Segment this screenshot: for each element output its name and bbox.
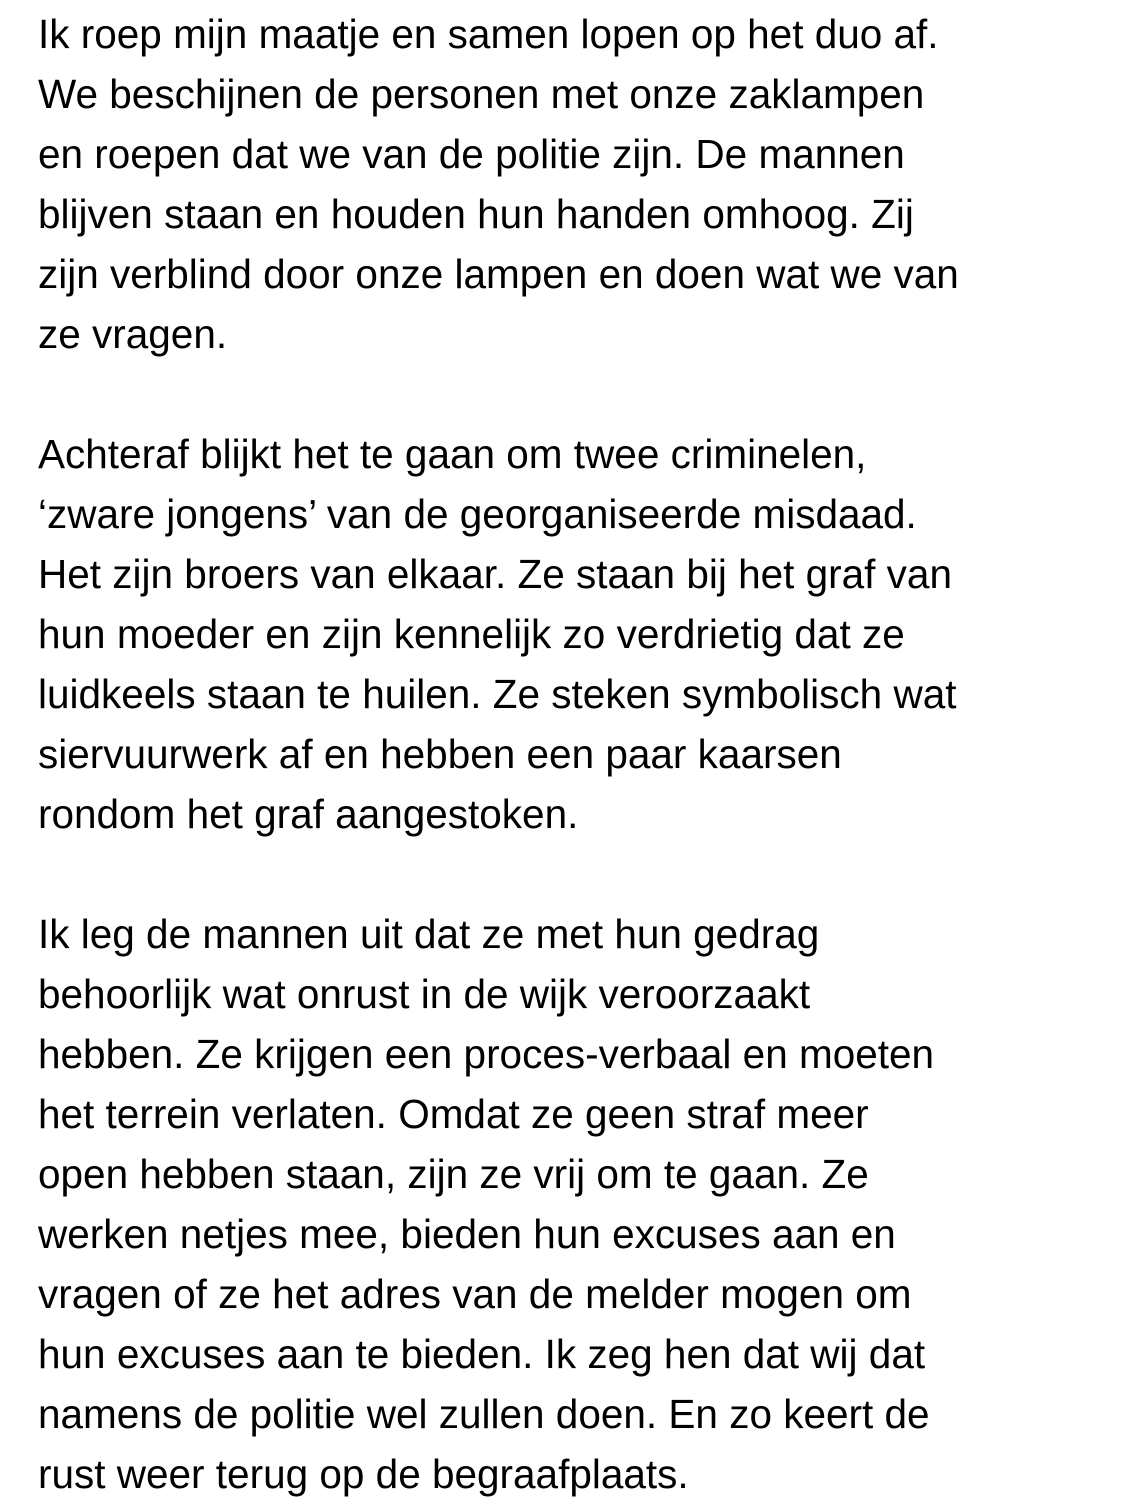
paragraph-gap [38,844,1098,904]
text-line: werken netjes mee, bieden hun excuses aan en [38,1211,896,1257]
paragraph-3 [38,904,1098,1504]
text-line: hun moeder en zijn kennelijk zo verdrietig dat ze [38,611,905,657]
text-line: ‘zware jongens’ van de georganiseerde misdaad. [38,491,917,537]
text-line: rust weer terug op de begraafplaats. [38,1451,689,1497]
paragraph-1 [38,4,1098,364]
article-body [38,4,1098,1504]
text-line: blijven staan en houden hun handen omhoog. Zij [38,191,914,237]
text-line: rondom het graf aangestoken. [38,791,579,837]
text-line: en roepen dat we van de politie zijn. De mannen [38,131,905,177]
text-line: ze vragen. [38,311,228,357]
text-line: We beschijnen de personen met onze zaklampen [38,71,925,117]
text-line: open hebben staan, zijn ze vrij om te gaan. Ze [38,1151,869,1197]
text-line: het terrein verlaten. Omdat ze geen straf meer [38,1091,869,1137]
text-line: vragen of ze het adres van de melder mogen om [38,1271,912,1317]
text-line: luidkeels staan te huilen. Ze steken symbolisch wat [38,671,957,717]
text-line: namens de politie wel zullen doen. En zo keert de [38,1391,930,1437]
paragraph-2 [38,424,1098,844]
text-line: behoorlijk wat onrust in de wijk veroorzaakt [38,971,811,1017]
text-line: siervuurwerk af en hebben een paar kaarsen [38,731,842,777]
text-line: hebben. Ze krijgen een proces-verbaal en moeten [38,1031,935,1077]
text-line: Achteraf blijkt het te gaan om twee criminelen, [38,431,867,477]
text-line: hun excuses aan te bieden. Ik zeg hen dat wij dat [38,1331,926,1377]
text-line: Ik leg de mannen uit dat ze met hun gedrag [38,911,820,957]
text-line: Ik roep mijn maatje en samen lopen op het duo af. [38,11,939,57]
paragraph-gap [38,364,1098,424]
text-line: Het zijn broers van elkaar. Ze staan bij het graf van [38,551,952,597]
text-line: zijn verblind door onze lampen en doen wat we van [38,251,959,297]
